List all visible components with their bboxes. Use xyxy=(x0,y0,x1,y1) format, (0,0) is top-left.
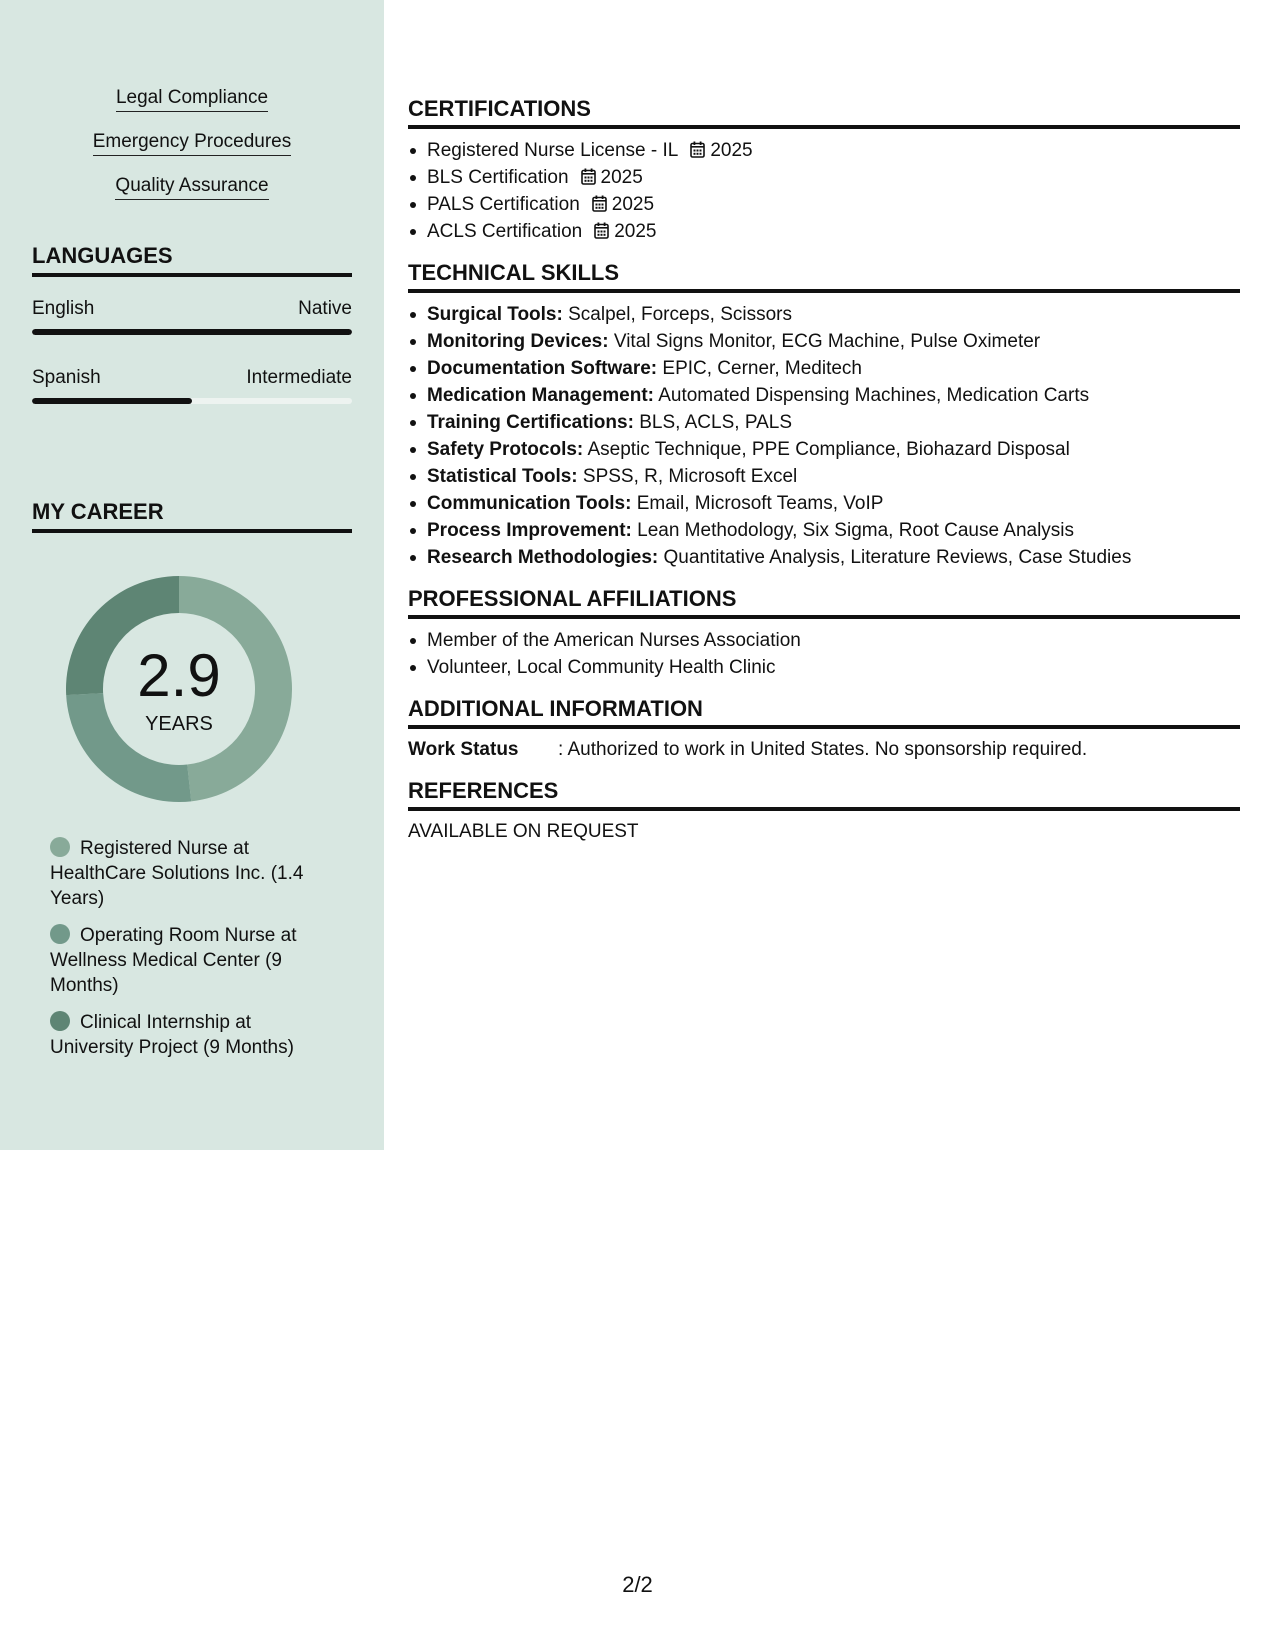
technical-skills-heading: TECHNICAL SKILLS xyxy=(408,260,1240,293)
technical-skill-item xyxy=(408,463,1240,490)
languages-heading: LANGUAGES xyxy=(32,243,352,277)
skill-link-legal-compliance[interactable]: Legal Compliance xyxy=(116,86,268,112)
skill-link-emergency-procedures[interactable]: Emergency Procedures xyxy=(93,130,292,156)
technical-skills-list xyxy=(408,301,1240,571)
certification-name: ACLS Certification xyxy=(427,221,583,242)
references-section xyxy=(408,778,1240,845)
calendar-icon xyxy=(690,141,705,158)
references-heading: REFERENCES xyxy=(408,778,1240,811)
calendar-icon xyxy=(581,168,596,185)
certification-name: BLS Certification xyxy=(427,167,569,188)
language-level: Intermediate xyxy=(246,367,352,388)
career-item xyxy=(50,1010,320,1060)
technical-skill-value: Quantitative Analysis, Literature Reviews, Case Studies xyxy=(663,547,1132,568)
career-dot xyxy=(50,924,70,944)
technical-skill-item xyxy=(408,517,1240,544)
certification-item xyxy=(408,191,1240,218)
certification-year: 2025 xyxy=(600,167,643,188)
additional-info-heading: ADDITIONAL INFORMATION xyxy=(408,696,1240,729)
language-name: Spanish xyxy=(32,367,101,388)
career-item xyxy=(50,836,320,911)
calendar-icon xyxy=(594,222,609,239)
career-item-text: Operating Room Nurse at Wellness Medical Center (9 Months) xyxy=(50,925,297,996)
technical-skill-item xyxy=(408,490,1240,517)
technical-skill-item xyxy=(408,544,1240,571)
certifications-list xyxy=(408,137,1240,245)
affiliations-list xyxy=(408,627,1240,681)
career-total-unit: YEARS xyxy=(145,713,213,735)
technical-skill-label: Training Certifications: xyxy=(427,412,634,433)
certification-name: PALS Certification xyxy=(427,194,580,215)
career-item-text: Registered Nurse at HealthCare Solutions Inc. (1.4 Years) xyxy=(50,838,304,909)
skill-links xyxy=(0,86,384,218)
technical-skill-value: Lean Methodology, Six Sigma, Root Cause Analysis xyxy=(637,520,1075,541)
career-total-value: 2.9 xyxy=(137,642,221,709)
affiliations-heading: PROFESSIONAL AFFILIATIONS xyxy=(408,586,1240,619)
additional-info-section xyxy=(408,696,1240,763)
work-status-value: : Authorized to work in United States. No sponsorship required. xyxy=(558,739,1088,760)
technical-skill-label: Safety Protocols: xyxy=(427,439,584,460)
certification-name: Registered Nurse License - IL xyxy=(427,140,679,161)
career-dot xyxy=(50,1011,70,1031)
main-content xyxy=(408,96,1240,860)
technical-skill-value: EPIC, Cerner, Meditech xyxy=(662,358,862,379)
language-bar xyxy=(32,329,352,335)
skill-link-quality-assurance[interactable]: Quality Assurance xyxy=(115,174,268,200)
career-item-text: Clinical Internship at University Project (9 Months) xyxy=(50,1012,294,1058)
references-text: AVAILABLE ON REQUEST xyxy=(408,821,639,842)
certification-item xyxy=(408,218,1240,245)
affiliation-item: Member of the American Nurses Association xyxy=(408,627,1240,654)
career-heading: MY CAREER xyxy=(32,499,352,533)
technical-skill-label: Surgical Tools: xyxy=(427,304,563,325)
technical-skill-item xyxy=(408,382,1240,409)
certification-year: 2025 xyxy=(611,194,655,215)
technical-skill-item xyxy=(408,355,1240,382)
technical-skill-value: Automated Dispensing Machines, Medication Carts xyxy=(658,385,1090,406)
certification-year: 2025 xyxy=(614,221,657,242)
career-total xyxy=(66,576,292,802)
certification-item xyxy=(408,164,1240,191)
work-status-row xyxy=(408,737,1240,763)
technical-skill-label: Communication Tools: xyxy=(427,493,632,514)
technical-skill-item xyxy=(408,301,1240,328)
technical-skill-item xyxy=(408,436,1240,463)
technical-skill-label: Documentation Software: xyxy=(427,358,658,379)
technical-skill-label: Monitoring Devices: xyxy=(427,331,609,352)
page-number: 2/2 xyxy=(622,1572,653,1597)
language-level: Native xyxy=(298,298,352,319)
career-dot xyxy=(50,837,70,857)
technical-skill-item xyxy=(408,328,1240,355)
sidebar xyxy=(0,0,384,1150)
career-item xyxy=(50,923,320,998)
technical-skill-label: Research Methodologies: xyxy=(427,547,659,568)
technical-skill-item xyxy=(408,409,1240,436)
work-status-label: Work Status xyxy=(408,739,519,760)
language-bar-fill xyxy=(32,329,352,335)
technical-skill-value: SPSS, R, Microsoft Excel xyxy=(582,466,798,487)
technical-skill-value: Scalpel, Forceps, Scissors xyxy=(568,304,792,325)
language-bar-fill xyxy=(32,398,192,404)
career-list xyxy=(50,836,320,1072)
calendar-icon xyxy=(592,195,607,212)
certifications-section xyxy=(408,96,1240,245)
certification-item xyxy=(408,137,1240,164)
technical-skill-label: Process Improvement: xyxy=(427,520,632,541)
affiliation-item: Volunteer, Local Community Health Clinic xyxy=(408,654,1240,681)
certification-year: 2025 xyxy=(710,140,753,161)
certifications-heading: CERTIFICATIONS xyxy=(408,96,1240,129)
technical-skill-value: Email, Microsoft Teams, VoIP xyxy=(636,493,884,514)
language-name: English xyxy=(32,298,95,319)
technical-skill-value: Aseptic Technique, PPE Compliance, Biohazard Disposal xyxy=(587,439,1070,460)
technical-skill-label: Medication Management: xyxy=(427,385,654,406)
technical-skill-value: Vital Signs Monitor, ECG Machine, Pulse Oximeter xyxy=(613,331,1041,352)
technical-skill-label: Statistical Tools: xyxy=(427,466,578,487)
affiliations-section xyxy=(408,586,1240,681)
technical-skills-section xyxy=(408,260,1240,571)
language-bar xyxy=(32,398,352,404)
technical-skill-value: BLS, ACLS, PALS xyxy=(639,412,792,433)
